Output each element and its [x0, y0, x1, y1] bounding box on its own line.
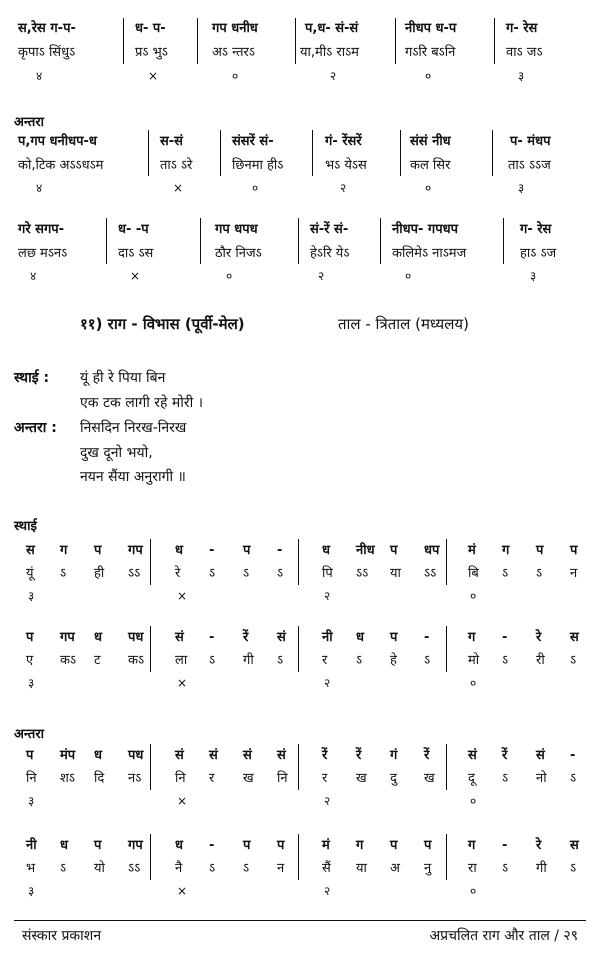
bol-cell: ट [94, 653, 101, 668]
swar-cell: गं- रेंसरें [325, 134, 362, 149]
swar-cell: प [277, 838, 285, 853]
bar-line [150, 539, 151, 585]
bol-cell: कऽ [60, 653, 77, 668]
swar-cell: प,ध- सं-सं [305, 21, 359, 36]
bol-cell: र [209, 771, 215, 786]
taal-mark: ३ [28, 589, 35, 603]
lyric-line: निसदिन निरख-निरख [80, 420, 187, 436]
bar-line [197, 18, 198, 64]
bol-cell: लछ मऽनऽ [18, 246, 68, 261]
swar-cell: रें [502, 748, 508, 763]
swar-cell: रे [536, 630, 542, 645]
bar-line [150, 834, 151, 880]
bar-line [446, 744, 447, 790]
swar-cell: प [243, 838, 251, 853]
swar-cell: ध- प- [135, 21, 166, 36]
section-label: स्थाई [14, 519, 37, 534]
taal-mark: ३ [28, 884, 35, 898]
swar-cell: स [26, 543, 35, 558]
taal-mark: २ [324, 884, 331, 898]
bol-cell: भऽ येऽस [325, 158, 367, 173]
bol-cell: ऽ [209, 653, 216, 668]
swar-cell: स,रेस ग-प- [18, 21, 76, 36]
bol-cell: ऽ [536, 566, 543, 581]
swar-cell: गप [128, 838, 143, 853]
swar-cell: रें [243, 630, 249, 645]
lyric-line: नयन सैंया अनुरागी ॥ [80, 469, 186, 485]
swar-cell: गप [60, 630, 75, 645]
swar-cell: पध [128, 748, 144, 763]
raag-title: ११) राग - विभास (पूर्वी-मेल) [80, 315, 245, 333]
taal-mark: ० [232, 69, 239, 83]
swar-cell: ग- रेस [506, 21, 538, 36]
bol-cell: ऽऽ [128, 861, 141, 876]
swar-cell: - [209, 838, 215, 853]
bar-line [492, 130, 493, 176]
swar-cell: ध [94, 748, 102, 763]
bol-cell: ऽ [570, 653, 577, 668]
bol-cell: को,टिक अऽऽधऽम [18, 158, 104, 173]
taal-mark: २ [340, 181, 347, 195]
bol-cell: सैं [322, 861, 331, 876]
footer-rule [14, 920, 586, 921]
swar-cell: सं [277, 748, 286, 763]
bol-cell: पि [322, 566, 333, 581]
bar-line [400, 130, 401, 176]
bol-cell: ऽ [209, 861, 216, 876]
taal-mark: × [177, 884, 188, 898]
swar-cell: - [209, 630, 215, 645]
swar-cell: - [277, 543, 283, 558]
swar-cell: मं [322, 838, 330, 853]
taal-mark: ० [226, 269, 233, 283]
taal-mark: ० [425, 69, 432, 83]
swar-cell: ग [468, 630, 476, 645]
bar-line [312, 130, 313, 176]
taal-mark: ३ [518, 69, 525, 83]
bol-cell: ऽ [209, 566, 216, 581]
bol-cell: नि [26, 771, 37, 786]
bol-cell: ख [243, 771, 254, 786]
taal-mark: २ [318, 269, 325, 283]
sthayi-lyrics-label: स्थाई : [14, 370, 50, 386]
taal-mark: × [130, 269, 141, 283]
bol-cell: ख [424, 771, 435, 786]
bol-cell: ऽऽ [128, 566, 141, 581]
bol-cell: गी [536, 861, 547, 876]
bol-cell: छिनमा हीऽ [232, 158, 284, 173]
bol-cell: र [322, 653, 328, 668]
swar-cell: प- मंधप [510, 134, 551, 149]
section-label: अन्तरा [14, 115, 45, 130]
bol-cell: नो [536, 771, 547, 786]
bol-cell: कल सिर [410, 158, 451, 173]
taal-mark: ० [470, 884, 477, 898]
bol-cell: ऽ [424, 653, 431, 668]
swar-cell: प [390, 838, 398, 853]
bol-cell: या [356, 861, 367, 876]
taal-mark: ४ [30, 269, 37, 283]
bol-cell: ताऽ ऽऽज [508, 158, 551, 173]
swar-cell: पध [128, 630, 144, 645]
swar-cell: प [94, 838, 102, 853]
bol-cell: गऽरि बऽनि [405, 45, 456, 60]
swar-cell: सं [243, 748, 252, 763]
bol-cell: री [536, 653, 545, 668]
swar-cell: ध- -प [118, 222, 149, 237]
taal-mark: ३ [518, 181, 525, 195]
bol-cell: दाऽ ऽस [118, 246, 154, 261]
bar-line [298, 539, 299, 585]
bol-cell: दु [390, 771, 397, 786]
bol-cell: दि [94, 771, 105, 786]
swar-cell: प [390, 543, 398, 558]
swar-cell: गप धनीध [212, 21, 258, 36]
swar-cell: प [26, 630, 34, 645]
bol-cell: न [570, 566, 578, 581]
bol-cell: ऽ [60, 566, 67, 581]
bol-cell: अऽ न्तरऽ [212, 45, 255, 60]
swar-cell: स [570, 630, 579, 645]
bol-cell: दू [468, 771, 475, 786]
bol-cell: ला [175, 653, 188, 668]
bol-cell: ऽ [502, 771, 509, 786]
bol-cell: कलिमेऽ नाऽमज [392, 246, 467, 261]
bol-cell: कृपाऽ सिंधुऽ [18, 45, 76, 60]
publisher-name: संस्कार प्रकाशन [22, 928, 102, 944]
taal-mark: २ [324, 794, 331, 808]
bol-cell: रा [468, 861, 477, 876]
swar-cell: धप [424, 543, 440, 558]
bar-line [298, 218, 299, 264]
swar-cell: प [26, 748, 34, 763]
swar-cell: नीधप ध-प [405, 21, 457, 36]
swar-cell: नी [26, 838, 37, 853]
bol-cell: हाऽ ऽज [520, 246, 557, 261]
bol-cell: ऽऽ [424, 566, 437, 581]
bol-cell: गी [243, 653, 254, 668]
bol-cell: ही [94, 566, 105, 581]
swar-cell: - [570, 748, 576, 763]
bol-cell: बि [468, 566, 479, 581]
taal-mark: ० [470, 676, 477, 690]
lyric-line: यूं ही रे पिया बिन [80, 370, 166, 386]
swar-cell: ध [356, 630, 364, 645]
swar-cell: सं [209, 748, 218, 763]
swar-cell: प [243, 543, 251, 558]
bol-cell: ए [26, 653, 34, 668]
swar-cell: प [390, 630, 398, 645]
swar-cell: सं-रें सं- [310, 222, 349, 237]
swar-cell: ग [502, 543, 510, 558]
bol-cell: या [390, 566, 401, 581]
taal-mark: ३ [28, 794, 35, 808]
swar-cell: प,गप धनीधप-ध [18, 134, 97, 149]
swar-cell: नी [322, 630, 333, 645]
swar-cell: ध [175, 838, 183, 853]
bar-line [446, 539, 447, 585]
section-label: अन्तरा [14, 727, 45, 742]
bol-cell: नै [175, 861, 183, 876]
swar-cell: नीधप- गपधप [392, 222, 458, 237]
bol-cell: ऽ [60, 861, 67, 876]
bol-cell: वाऽ जऽ [506, 45, 543, 60]
swar-cell: ग [356, 838, 364, 853]
taal-mark: २ [324, 589, 331, 603]
bar-line [494, 18, 495, 64]
book-title-page-number: अप्रचलित राग और ताल / २९ [429, 928, 578, 944]
lyric-line: दुख दूनो भयो, [80, 445, 153, 461]
bol-cell: ऽ [243, 861, 250, 876]
bol-cell: र [322, 771, 328, 786]
bol-cell: हे [390, 653, 397, 668]
bar-line [298, 626, 299, 672]
taal-mark: ० [425, 181, 432, 195]
swar-cell: स-सं [160, 134, 183, 149]
bar-line [446, 834, 447, 880]
taal-mark: ३ [28, 676, 35, 690]
swar-cell: प [94, 543, 102, 558]
bar-line [295, 18, 296, 64]
bol-cell: अ [390, 861, 400, 876]
bol-cell: ऽ [277, 566, 284, 581]
taal-mark: ३ [530, 269, 537, 283]
swar-cell: ग- रेस [520, 222, 552, 237]
taal-mark: २ [330, 69, 337, 83]
taal-mark: × [173, 181, 184, 195]
taal-mark: ० [470, 589, 477, 603]
taal-title: ताल - त्रिताल (मध्यलय) [338, 315, 469, 333]
swar-cell: रें [356, 748, 362, 763]
swar-cell: संसरें सं- [232, 134, 274, 149]
bol-cell: या,मीऽ राऽम [300, 45, 359, 60]
swar-cell: सं [536, 748, 545, 763]
swar-cell: गप [128, 543, 143, 558]
swar-cell: सं [175, 630, 184, 645]
swar-cell: स [570, 838, 579, 853]
bar-line [298, 834, 299, 880]
taal-mark: ० [405, 269, 412, 283]
swar-cell: सं [277, 630, 286, 645]
bol-cell: रे [175, 566, 181, 581]
bol-cell: शऽ [60, 771, 75, 786]
swar-cell: ध [322, 543, 330, 558]
taal-mark: × [148, 69, 159, 83]
antara-lyrics-label: अन्तरा : [14, 420, 57, 436]
bol-cell: ऽ [243, 566, 250, 581]
taal-mark: २ [324, 676, 331, 690]
swar-cell: नीध [356, 543, 375, 558]
swar-cell: ध [94, 630, 102, 645]
swar-cell: प [570, 543, 578, 558]
swar-cell: सं [175, 748, 184, 763]
bar-line [150, 744, 151, 790]
bol-cell: ऽ [502, 566, 509, 581]
bol-cell: ऽ [570, 771, 577, 786]
swar-cell: - [209, 543, 215, 558]
bol-cell: ऽऽ [356, 566, 369, 581]
bol-cell: हेऽरि येऽ [310, 246, 350, 261]
bol-cell: मो [468, 653, 480, 668]
taal-mark: ४ [36, 181, 43, 195]
taal-mark: ० [470, 794, 477, 808]
swar-cell: रें [424, 748, 430, 763]
bol-cell: ठौर निजऽ [215, 246, 262, 261]
bol-cell: कऽ [128, 653, 145, 668]
swar-cell: संसं नीध [410, 134, 451, 149]
bar-line [123, 18, 124, 64]
taal-mark: ४ [36, 69, 43, 83]
bol-cell: प्रऽ भुऽ [135, 45, 168, 60]
swar-cell: ग [60, 543, 68, 558]
swar-cell: ध [60, 838, 68, 853]
swar-cell: सं [468, 748, 477, 763]
bol-cell: यूं [26, 566, 34, 581]
bar-line [106, 218, 107, 264]
swar-cell: - [502, 838, 508, 853]
bol-cell: ऽ [570, 861, 577, 876]
lyric-line: एक टक लागी रहे मोरी । [80, 395, 203, 411]
swar-cell: मं [468, 543, 476, 558]
swar-cell: रे [536, 838, 542, 853]
bar-line [220, 130, 221, 176]
bar-line [380, 218, 381, 264]
taal-mark: × [177, 794, 188, 808]
bar-line [446, 626, 447, 672]
bol-cell: यो [94, 861, 105, 876]
bol-cell: नि [175, 771, 186, 786]
bol-cell: नऽ [128, 771, 142, 786]
swar-cell: ध [175, 543, 183, 558]
bol-cell: ऽ [277, 653, 284, 668]
bar-line [200, 218, 201, 264]
swar-cell: - [424, 630, 430, 645]
swar-cell: गं [390, 748, 398, 763]
taal-mark: ० [252, 181, 259, 195]
bar-line [503, 218, 504, 264]
bar-line [148, 130, 149, 176]
swar-cell: प [424, 838, 432, 853]
bol-cell: नु [424, 861, 432, 876]
swar-cell: - [502, 630, 508, 645]
swar-cell: मंप [60, 748, 76, 763]
bol-cell: ऽ [356, 653, 363, 668]
bar-line [395, 18, 396, 64]
bol-cell: ख [356, 771, 367, 786]
swar-cell: रें [322, 748, 328, 763]
bol-cell: नि [277, 771, 288, 786]
swar-cell: ग [468, 838, 476, 853]
swar-cell: गरे सगप- [18, 222, 65, 237]
bar-line [150, 626, 151, 672]
bol-cell: ताऽ ऽरे [160, 158, 193, 173]
bar-line [298, 744, 299, 790]
taal-mark: × [177, 676, 188, 690]
swar-cell: गप धपध [215, 222, 258, 237]
bol-cell: ऽ [502, 861, 509, 876]
taal-mark: × [177, 589, 188, 603]
bol-cell: ऽ [502, 653, 509, 668]
bol-cell: भ [26, 861, 36, 876]
bol-cell: न [277, 861, 285, 876]
swar-cell: प [536, 543, 544, 558]
